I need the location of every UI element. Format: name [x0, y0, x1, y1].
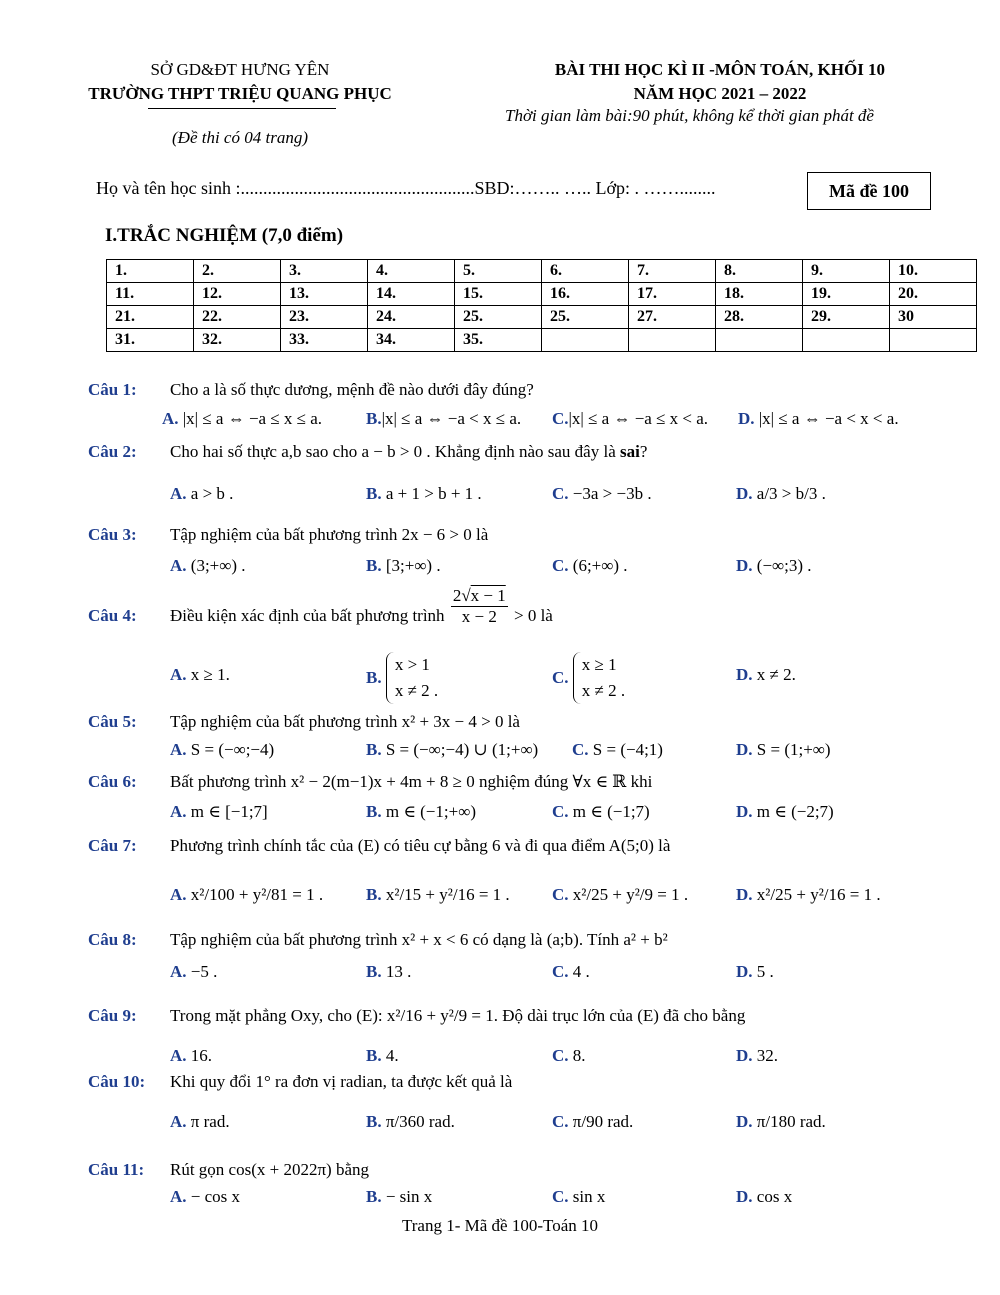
- q3-option-c[interactable]: C. (6;+∞) .: [552, 556, 628, 575]
- q8-label: Câu 8:: [88, 930, 137, 949]
- q5-option-c[interactable]: C. S = (−4;1): [572, 740, 663, 759]
- answer-cell[interactable]: 22.: [194, 306, 281, 329]
- q1-label: Câu 1:: [88, 380, 137, 399]
- q4-option-a[interactable]: A. x ≥ 1.: [170, 665, 230, 684]
- q1-option-c[interactable]: C.|x| ≤ a ⇔ −a ≤ x < a.: [552, 409, 709, 428]
- q5-option-b[interactable]: B. S = (−∞;−4) ∪ (1;+∞): [366, 740, 539, 759]
- school-year: NĂM HỌC 2021 – 2022: [633, 84, 807, 103]
- q7-label: Câu 7:: [88, 836, 137, 855]
- answer-cell[interactable]: 27.: [629, 306, 716, 329]
- q4-text: Điều kiện xác định của bất phương trình $\frac{2√x - 1}{x - 2}$ > 0 là: [170, 585, 553, 626]
- q11-option-a[interactable]: A. − cos x: [170, 1187, 241, 1206]
- answer-cell[interactable]: 2.: [194, 260, 281, 283]
- q7-option-d[interactable]: D. x²/25 + y²/16 = 1 .: [736, 885, 881, 904]
- q11-option-b[interactable]: B. − sin x: [366, 1187, 433, 1206]
- q5-option-a[interactable]: A. S = (−∞;−4): [170, 740, 275, 759]
- answer-cell[interactable]: [803, 329, 890, 352]
- q4-fraction: $\frac{2√x - 1}{x - 2}$: [452, 585, 506, 626]
- q1-option-a[interactable]: A. |x| ≤ a ⇔ −a ≤ x ≤ a.: [162, 409, 323, 428]
- answer-cell[interactable]: 21.: [107, 306, 194, 329]
- answer-cell[interactable]: 4.: [368, 260, 455, 283]
- answer-cell[interactable]: 12.: [194, 283, 281, 306]
- answer-cell[interactable]: 31.: [107, 329, 194, 352]
- q11-option-d[interactable]: D. cos x: [736, 1187, 793, 1206]
- q5-option-d[interactable]: D. S = (1;+∞): [736, 740, 831, 759]
- answer-cell[interactable]: 20.: [890, 283, 977, 306]
- q2-option-a[interactable]: A. a > b .: [170, 484, 234, 503]
- answer-cell[interactable]: 5.: [455, 260, 542, 283]
- answer-cell[interactable]: 30: [890, 306, 977, 329]
- page-footer: Trang 1- Mã đề 100-Toán 10: [401, 1216, 598, 1235]
- q10-option-c[interactable]: C. π/90 rad.: [552, 1112, 634, 1131]
- q4-label: Câu 4:: [88, 606, 137, 625]
- q8-option-b[interactable]: B. 13 .: [366, 962, 412, 981]
- answer-cell[interactable]: 33.: [281, 329, 368, 352]
- q4-option-b[interactable]: B. x > 1 x ≠ 2 .: [366, 652, 455, 704]
- answer-grid-row: [107, 283, 977, 306]
- student-info-line: Họ và tên học sinh :....................................................SBD:…….. ….. Lớp: . ……........: [96, 178, 716, 198]
- header-divider: [148, 108, 336, 109]
- answer-cell[interactable]: [716, 329, 803, 352]
- q7-text: Phương trình chính tắc của (E) có tiêu cự bằng 6 và đi qua điểm A(5;0) là: [170, 836, 671, 855]
- q2-option-d[interactable]: D. a/3 > b/3 .: [736, 484, 826, 503]
- answer-cell[interactable]: 25.: [455, 306, 542, 329]
- q8-text: Tập nghiệm của bất phương trình x² + x < 6 có dạng là (a;b). Tính a² + b²: [170, 930, 668, 949]
- q10-option-a[interactable]: A. π rad.: [170, 1112, 230, 1131]
- q9-option-a[interactable]: A. 16.: [170, 1046, 213, 1065]
- answer-cell[interactable]: 14.: [368, 283, 455, 306]
- q1-text: Cho a là số thực dương, mệnh đề nào dưới đây đúng?: [170, 380, 534, 399]
- q11-label: Câu 11:: [88, 1160, 145, 1179]
- q1-option-b[interactable]: B.|x| ≤ a ⇔ −a < x ≤ a.: [366, 409, 522, 428]
- q4-option-d[interactable]: D. x ≠ 2.: [736, 665, 796, 684]
- q6-text: Bất phương trình x² − 2(m−1)x + 4m + 8 ≥ 0 nghiệm đúng ∀x ∈ ℝ khi: [170, 772, 653, 791]
- q8-option-c[interactable]: C. 4 .: [552, 962, 590, 981]
- exam-code-box: Mã đề 100: [807, 172, 931, 210]
- q11-text: Rút gọn cos(x + 2022π) bằng: [170, 1160, 370, 1179]
- answer-grid: [106, 259, 977, 352]
- q1-option-d[interactable]: D. |x| ≤ a ⇔ −a < x < a.: [738, 409, 899, 428]
- answer-cell[interactable]: 17.: [629, 283, 716, 306]
- answer-cell[interactable]: 28.: [716, 306, 803, 329]
- answer-cell[interactable]: 11.: [107, 283, 194, 306]
- q3-label: Câu 3:: [88, 525, 137, 544]
- q8-option-a[interactable]: A. −5 .: [170, 962, 218, 981]
- q6-label: Câu 6:: [88, 772, 137, 791]
- q8-option-d[interactable]: D. 5 .: [736, 962, 774, 981]
- q2-option-b[interactable]: B. a + 1 > b + 1 .: [366, 484, 482, 503]
- q10-option-d[interactable]: D. π/180 rad.: [736, 1112, 826, 1131]
- answer-cell[interactable]: 1.: [107, 260, 194, 283]
- answer-cell[interactable]: 9.: [803, 260, 890, 283]
- q5-text: Tập nghiệm của bất phương trình x² + 3x − 4 > 0 là: [170, 712, 520, 731]
- q7-option-a[interactable]: A. x²/100 + y²/81 = 1 .: [170, 885, 324, 904]
- q3-option-a[interactable]: A. (3;+∞) .: [170, 556, 246, 575]
- answer-cell[interactable]: 7.: [629, 260, 716, 283]
- answer-cell[interactable]: 24.: [368, 306, 455, 329]
- answer-cell[interactable]: 25.: [542, 306, 629, 329]
- q3-option-d[interactable]: D. (−∞;3) .: [736, 556, 812, 575]
- answer-grid-row: [107, 306, 977, 329]
- answer-cell[interactable]: 19.: [803, 283, 890, 306]
- q10-option-b[interactable]: B. π/360 rad.: [366, 1112, 455, 1131]
- answer-grid-row: [107, 260, 977, 283]
- q2-text: Cho hai số thực a,b sao cho a − b > 0 . Khẳng định nào sau đây là sai?: [170, 442, 648, 461]
- answer-cell[interactable]: 29.: [803, 306, 890, 329]
- answer-cell[interactable]: [890, 329, 977, 352]
- page-count: (Đề thi có 04 trang): [172, 128, 308, 147]
- answer-cell[interactable]: 8.: [716, 260, 803, 283]
- header-right: [470, 58, 970, 106]
- exam-time: Thời gian làm bài:90 phút, không kể thời gian phát đề: [505, 106, 874, 125]
- q9-option-d[interactable]: D. 32.: [736, 1046, 779, 1065]
- q6-option-c[interactable]: C. m ∈ (−1;7): [552, 802, 650, 821]
- answer-grid-row: [107, 329, 977, 352]
- q6-option-b[interactable]: B. m ∈ (−1;+∞): [366, 802, 476, 821]
- q9-option-b[interactable]: B. 4.: [366, 1046, 399, 1065]
- exam-title: BÀI THI HỌC KÌ II -MÔN TOÁN, KHỐI 10: [554, 60, 886, 79]
- q10-text: Khi quy đổi 1° ra đơn vị radian, ta được kết quả là: [170, 1072, 513, 1091]
- answer-cell[interactable]: 18.: [716, 283, 803, 306]
- q4-option-c[interactable]: C. x ≥ 1 x ≠ 2 .: [552, 652, 642, 704]
- q3-text: Tập nghiệm của bất phương trình 2x − 6 > 0 là: [170, 525, 489, 544]
- section-title: I.TRẮC NGHIỆM (7,0 điểm): [105, 225, 344, 246]
- q5-label: Câu 5:: [88, 712, 137, 731]
- q9-option-c[interactable]: C. 8.: [552, 1046, 586, 1065]
- q7-option-c[interactable]: C. x²/25 + y²/9 = 1 .: [552, 885, 689, 904]
- answer-cell[interactable]: 3.: [281, 260, 368, 283]
- answer-cell[interactable]: 32.: [194, 329, 281, 352]
- answer-cell[interactable]: 34.: [368, 329, 455, 352]
- answer-cell[interactable]: 10.: [890, 260, 977, 283]
- answer-cell[interactable]: 13.: [281, 283, 368, 306]
- q2-option-c[interactable]: C. −3a > −3b .: [552, 484, 652, 503]
- school-name: TRƯỜNG THPT TRIỆU QUANG PHỤC: [88, 84, 392, 103]
- answer-cell[interactable]: 16.: [542, 283, 629, 306]
- answer-cell[interactable]: 23.: [281, 306, 368, 329]
- q6-option-a[interactable]: A. m ∈ [−1;7]: [170, 802, 268, 821]
- answer-cell[interactable]: [629, 329, 716, 352]
- q7-option-b[interactable]: B. x²/15 + y²/16 = 1 .: [366, 885, 510, 904]
- q9-label: Câu 9:: [88, 1006, 137, 1025]
- answer-cell[interactable]: 15.: [455, 283, 542, 306]
- answer-cell[interactable]: 35.: [455, 329, 542, 352]
- header-left: [40, 58, 440, 106]
- q9-text: Trong mặt phẳng Oxy, cho (E): x²/16 + y²/9 = 1. Độ dài trục lớn của (E) đã cho bằng: [170, 1006, 746, 1025]
- q11-option-c[interactable]: C. sin x: [552, 1187, 606, 1206]
- answer-cell[interactable]: 6.: [542, 260, 629, 283]
- answer-cell[interactable]: [542, 329, 629, 352]
- q10-label: Câu 10:: [88, 1072, 146, 1091]
- q2-label: Câu 2:: [88, 442, 137, 461]
- dept-name: SỞ GD&ĐT HƯNG YÊN: [150, 60, 330, 79]
- q6-option-d[interactable]: D. m ∈ (−2;7): [736, 802, 834, 821]
- q3-option-b[interactable]: B. [3;+∞) .: [366, 556, 441, 575]
